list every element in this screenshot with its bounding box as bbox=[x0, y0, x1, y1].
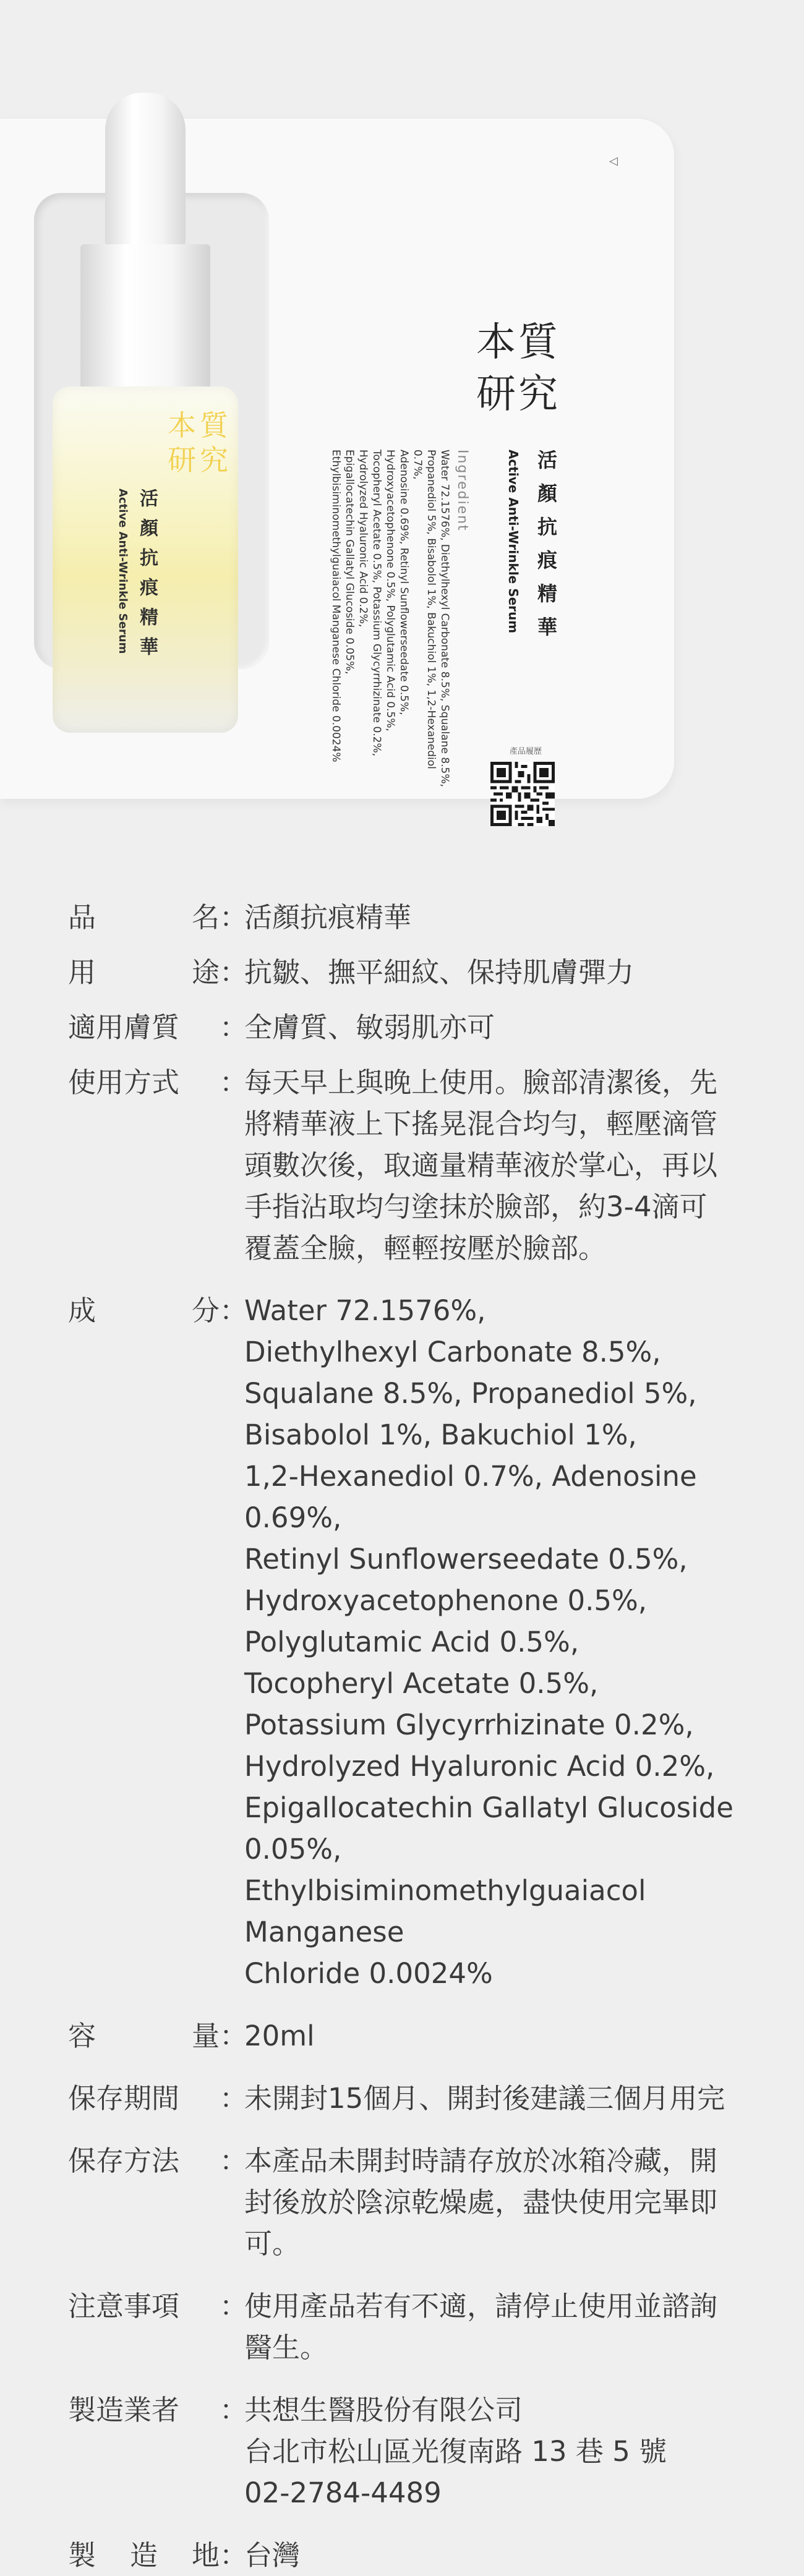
spec-value-line: 本產品未開封時請存放於冰箱冷藏，開 bbox=[244, 2144, 718, 2177]
spec-value-line: Diethylhexyl Carbonate 8.5%, bbox=[244, 1336, 661, 1368]
spec-colon: ： bbox=[220, 2290, 248, 2322]
brand-line: 研究 bbox=[476, 372, 560, 417]
spec-value-line: Epigallocatechin Gallatyl Glucoside 0.05%, bbox=[244, 1791, 733, 1866]
spec-key-char: 名 bbox=[191, 901, 220, 934]
spec-key bbox=[68, 1007, 220, 1048]
ingredient-line: Ethylbisiminomethylguaiacol Manganese Chloride 0.0024% bbox=[330, 450, 342, 762]
spec-colon: ： bbox=[220, 2539, 248, 2572]
bottle-brand bbox=[127, 408, 232, 477]
spec-row-caution bbox=[68, 2285, 773, 2368]
spec-key-char: 保存期間 bbox=[68, 2082, 180, 2115]
spec-value bbox=[244, 1062, 773, 1269]
spec-value-line: 將精華液上下搖晃混合均勻，輕壓滴管 bbox=[244, 1107, 718, 1140]
ingredient-line: Propanediol 5%, Bisabolol 1%, Bakuchiol 1%, 1,2-Hexanediol 0.7%, bbox=[411, 450, 437, 769]
spec-value-line: Water 72.1576%, bbox=[244, 1294, 486, 1327]
spec-value bbox=[244, 2389, 773, 2514]
spec-value-line: 抗皺、撫平細紋、保持肌膚彈力 bbox=[244, 956, 635, 989]
spec-row-skin-type bbox=[68, 1007, 773, 1048]
bottle-product-name-cn: 活顏抗痕精華 bbox=[136, 488, 158, 667]
spec-key-char: 造 bbox=[129, 2539, 158, 2572]
product-spec-list bbox=[68, 897, 773, 2576]
spec-value-line: 未開封15個月、開封後建議三個月用完 bbox=[244, 2082, 725, 2115]
spec-value-line: Squalane 8.5%, Propanediol 5%, bbox=[244, 1377, 697, 1410]
spec-key bbox=[68, 2015, 220, 2057]
spec-value-line: 可。 bbox=[244, 2227, 301, 2260]
triangle-left-icon: ◁ bbox=[609, 155, 618, 168]
spec-row-storage bbox=[68, 2140, 773, 2264]
spec-value-line: Hydroxyacetophenone 0.5%, bbox=[244, 1584, 648, 1617]
bottle-brand-line: 研究 bbox=[168, 443, 232, 477]
spec-key-char: 適用膚質 bbox=[68, 1011, 180, 1044]
spec-key bbox=[68, 952, 220, 993]
spec-key-char: 容 bbox=[68, 2019, 96, 2052]
qr-code-icon bbox=[490, 762, 555, 826]
spec-colon: ： bbox=[220, 2082, 248, 2115]
spec-row-volume bbox=[68, 2015, 773, 2057]
ingredient-title: Ingredient bbox=[455, 450, 470, 532]
spec-value-line: 頭數次後，取適量精華液於掌心，再以 bbox=[244, 1149, 718, 1182]
product-name-cn: 活顏抗痕精華 bbox=[534, 450, 558, 650]
spec-key bbox=[68, 2140, 220, 2181]
spec-colon: ： bbox=[220, 901, 248, 934]
spec-key-char: 地 bbox=[191, 2539, 220, 2572]
spec-key bbox=[68, 2078, 220, 2119]
spec-value-line: 手指沾取均勻塗抹於臉部，約3-4滴可 bbox=[244, 1190, 708, 1223]
bottle-product-name-en: Active Anti-Wrinkle Serum bbox=[116, 488, 129, 654]
spec-value-line: Chloride 0.0024% bbox=[244, 1957, 493, 1990]
spec-key-char: 用 bbox=[68, 956, 96, 989]
spec-value bbox=[244, 2285, 773, 2368]
spec-value-line: Retinyl Sunflowerseedate 0.5%, bbox=[244, 1543, 688, 1576]
spec-key bbox=[68, 2535, 220, 2576]
spec-value bbox=[244, 897, 773, 938]
spec-value-line: 醫生。 bbox=[244, 2331, 328, 2364]
spec-key bbox=[68, 2389, 220, 2431]
ingredient-line: Water 72.1576%, Diethylhexyl Carbonate 8.5%, Squalane 8.5%, bbox=[438, 450, 451, 787]
spec-value bbox=[244, 2140, 773, 2264]
spec-key-char: 分 bbox=[191, 1294, 220, 1327]
spec-value bbox=[244, 2078, 773, 2119]
spec-colon: ： bbox=[220, 1011, 248, 1044]
spec-row-shelf-life bbox=[68, 2078, 773, 2119]
spec-key-char: 品 bbox=[68, 901, 96, 934]
spec-key bbox=[68, 1062, 220, 1103]
dropper-bulb bbox=[105, 93, 186, 247]
spec-value-line: 1,2-Hexanediol 0.7%, Adenosine 0.69%, bbox=[244, 1460, 697, 1534]
spec-value-line: Hydrolyzed Hyaluronic Acid 0.2%, bbox=[244, 1750, 715, 1783]
spec-colon: ： bbox=[220, 1294, 248, 1327]
product-name-en: Active Anti-Wrinkle Serum bbox=[506, 450, 521, 634]
spec-value bbox=[244, 2535, 773, 2576]
spec-value-line: 02-2784-4489 bbox=[244, 2476, 442, 2509]
spec-key bbox=[68, 2285, 220, 2327]
spec-key-char: 注意事項 bbox=[68, 2290, 180, 2322]
spec-value bbox=[244, 1007, 773, 1048]
spec-value-line: 每天早上與晚上使用。臉部清潔後，先 bbox=[244, 1066, 718, 1099]
spec-value-line: Bisabolol 1%, Bakuchiol 1%, bbox=[244, 1418, 637, 1451]
ingredient-list bbox=[297, 450, 451, 796]
brand-logo bbox=[476, 317, 560, 420]
spec-key bbox=[68, 1290, 220, 1331]
spec-value bbox=[244, 2015, 773, 2057]
spec-colon: ： bbox=[220, 2144, 248, 2177]
spec-key-char: 量 bbox=[191, 2019, 220, 2052]
spec-row-name bbox=[68, 897, 773, 938]
ingredient-line: Hydrolyzed Hyaluronic Acid 0.2%, bbox=[357, 450, 369, 628]
spec-row-ingredients bbox=[68, 1290, 773, 1994]
ingredient-line: Hydroxyacetophenone 0.5%, Polyglutamic Acid 0.5%, bbox=[384, 450, 396, 731]
spec-value-line: Tocopheryl Acetate 0.5%, bbox=[244, 1667, 599, 1700]
spec-key-char: 製 bbox=[68, 2539, 96, 2572]
spec-row-purpose bbox=[68, 952, 773, 993]
spec-value-line: 台灣 bbox=[244, 2539, 301, 2572]
spec-colon: ： bbox=[220, 2019, 248, 2052]
spec-key bbox=[68, 897, 220, 938]
spec-value bbox=[244, 952, 773, 993]
spec-value-line: 20ml bbox=[244, 2019, 315, 2052]
spec-value-line: 共想生醫股份有限公司 bbox=[244, 2394, 523, 2426]
product-photo bbox=[0, 0, 804, 853]
ingredient-line: Epigallocatechin Gallatyl Glucoside 0.05%, bbox=[343, 450, 356, 675]
spec-value-line: 全膚質、敏弱肌亦可 bbox=[244, 1011, 495, 1044]
spec-value-line: 覆蓋全臉，輕輕按壓於臉部。 bbox=[244, 1232, 607, 1265]
spec-value-line: Potassium Glycyrrhizinate 0.2%, bbox=[244, 1708, 694, 1741]
spec-colon: ： bbox=[220, 2394, 248, 2426]
spec-value bbox=[244, 1290, 773, 1994]
dropper-cap bbox=[80, 244, 210, 393]
spec-row-usage bbox=[68, 1062, 773, 1269]
spec-key-char: 途 bbox=[191, 956, 220, 989]
spec-value-line: 台北市松山區光復南路 13 巷 5 號 bbox=[244, 2435, 667, 2468]
spec-key-char: 製造業者 bbox=[68, 2394, 180, 2426]
ingredient-line: Adenosine 0.69%, Retinyl Sunflowerseedate 0.5%, bbox=[398, 450, 410, 715]
ingredient-line: Tocopheryl Acetate 0.5%, Potassium Glycyrrhizinate 0.2%, bbox=[370, 450, 383, 757]
spec-value-line: 封後放於陰涼乾燥處，盡快使用完畢即 bbox=[244, 2186, 718, 2219]
bottle-brand-line: 本質 bbox=[168, 409, 232, 442]
spec-row-origin bbox=[68, 2535, 773, 2576]
spec-value-line: 活顏抗痕精華 bbox=[244, 901, 412, 934]
spec-value-line: Polyglutamic Acid 0.5%, bbox=[244, 1626, 579, 1658]
qr-label: 產品履歷 bbox=[509, 747, 542, 756]
brand-line: 本質 bbox=[476, 320, 560, 365]
spec-row-manufacturer bbox=[68, 2389, 773, 2514]
spec-key-char: 使用方式 bbox=[68, 1066, 180, 1099]
spec-key-char: 保存方法 bbox=[68, 2144, 180, 2177]
spec-colon: ： bbox=[220, 1066, 248, 1099]
spec-value-line: 使用產品若有不適，請停止使用並諮詢 bbox=[244, 2290, 718, 2322]
spec-key-char: 成 bbox=[68, 1294, 96, 1327]
spec-value-line: Ethylbisiminomethylguaiacol Manganese bbox=[244, 1874, 646, 1948]
spec-colon: ： bbox=[220, 956, 248, 989]
